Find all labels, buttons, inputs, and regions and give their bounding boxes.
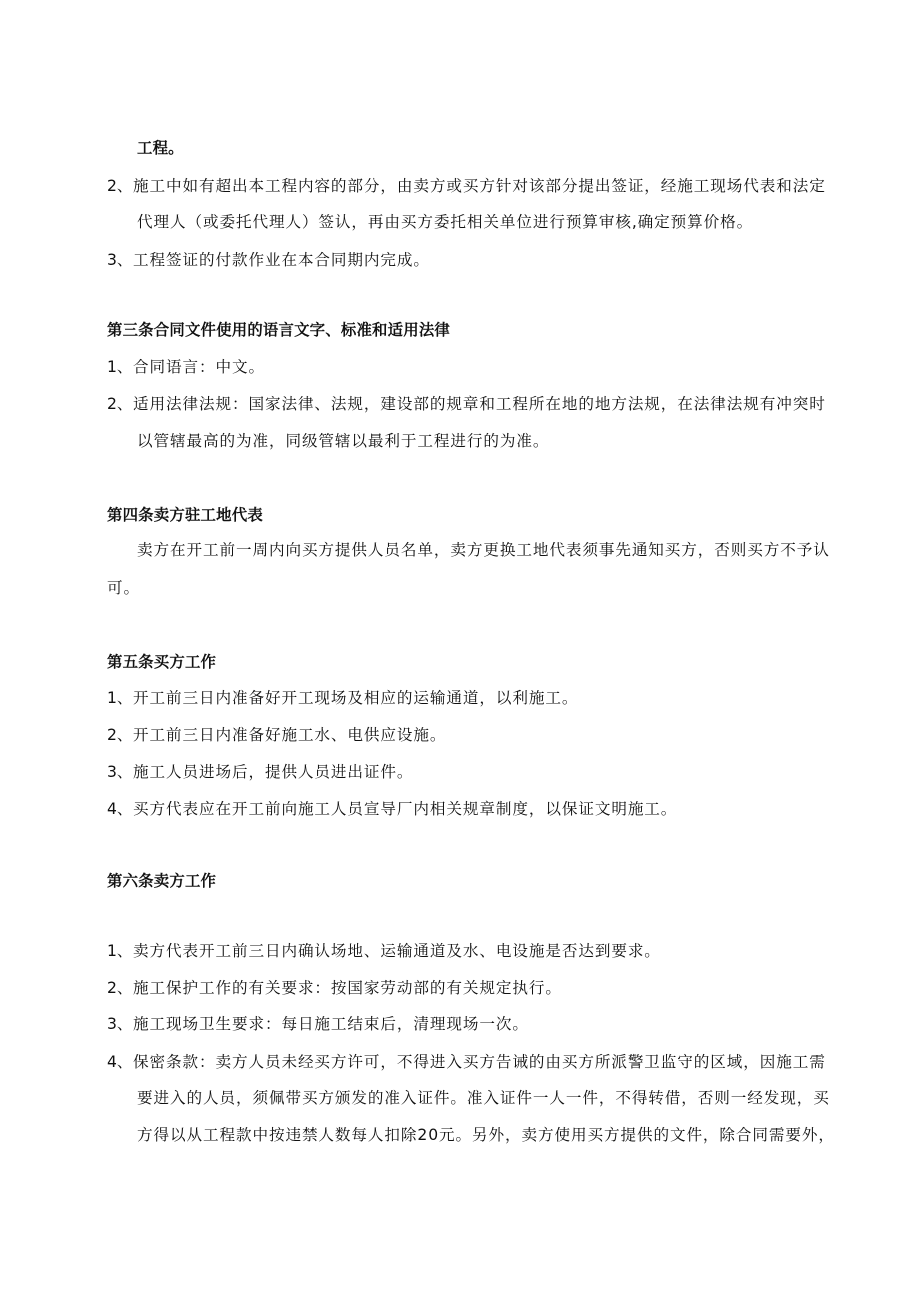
item-number: 1、 — [107, 358, 133, 376]
item-number: 3、 — [107, 251, 133, 269]
item-number: 2、 — [107, 726, 133, 744]
item-number: 4、 — [107, 800, 133, 818]
list-item — [107, 725, 446, 745]
item-number: 4、 — [107, 1053, 133, 1071]
section-heading: 第四条卖方驻工地代表 — [107, 506, 263, 524]
section-heading: 第五条买方工作 — [107, 653, 217, 671]
paragraph-line: 可。 — [107, 579, 140, 597]
list-item — [107, 357, 265, 377]
section-heading: 第三条合同文件使用的语言文字、标准和适用法律 — [107, 321, 450, 339]
item-number: 2、 — [107, 979, 133, 997]
continued-text: 工程。 — [137, 139, 184, 157]
paragraph-line: 卖方在开工前一周内向买方提供人员名单，卖方更换工地代表须事先通知买方，否则买方不予认 — [137, 541, 830, 559]
section-heading: 第六条卖方工作 — [107, 872, 217, 890]
item-text-continued: 方得以从工程款中按违禁人数每人扣除20元。另外，卖方使用买方提供的文件，除合同需要外， — [137, 1126, 835, 1144]
item-text-continued: 以管辖最高的为准，同级管辖以最利于工程进行的为准。 — [137, 432, 550, 450]
item-text: 工程签证的付款作业在本合同期内完成。 — [133, 251, 430, 269]
item-number: 1、 — [107, 942, 133, 960]
list-item — [107, 978, 562, 998]
item-text: 开工前三日内准备好开工现场及相应的运输通道，以利施工。 — [133, 689, 579, 707]
item-text-continued: 要进入的人员，须佩带买方颁发的准入证件。准入证件一人一件，不得转借，否则一经发现，买 — [137, 1089, 830, 1107]
item-text: 买方代表应在开工前向施工人员宣导厂内相关规章制度，以保证文明施工。 — [133, 800, 678, 818]
list-item — [107, 762, 413, 782]
list-item — [107, 1014, 529, 1034]
item-number: 3、 — [107, 1015, 133, 1033]
item-text: 施工现场卫生要求：每日施工结束后，清理现场一次。 — [133, 1015, 529, 1033]
list-item — [107, 1052, 826, 1072]
item-text: 卖方代表开工前三日内确认场地、运输通道及水、电设施是否达到要求。 — [133, 942, 661, 960]
list-item — [107, 394, 826, 414]
item-text: 施工中如有超出本工程内容的部分，由卖方或买方针对该部分提出签证，经施工现场代表和法定 — [133, 177, 826, 195]
item-text: 施工人员进场后，提供人员进出证件。 — [133, 763, 414, 781]
list-item — [107, 176, 826, 196]
list-item — [107, 799, 677, 819]
list-item — [107, 941, 661, 961]
item-number: 1、 — [107, 689, 133, 707]
list-item — [107, 250, 430, 270]
item-number: 2、 — [107, 177, 133, 195]
list-item — [107, 688, 578, 708]
item-number: 3、 — [107, 763, 133, 781]
item-text-continued: 代理人（或委托代理人）签认，再由买方委托相关单位进行预算审核,确定预算价格。 — [137, 213, 754, 231]
item-text: 开工前三日内准备好施工水、电供应设施。 — [133, 726, 447, 744]
item-text: 保密条款：卖方人员未经买方许可，不得进入买方告诫的由买方所派警卫监守的区域，因施工需 — [133, 1053, 826, 1071]
item-text: 合同语言：中文。 — [133, 358, 265, 376]
item-text: 施工保护工作的有关要求：按国家劳动部的有关规定执行。 — [133, 979, 562, 997]
item-number: 2、 — [107, 395, 133, 413]
item-text: 适用法律法规：国家法律、法规，建设部的规章和工程所在地的地方法规，在法律法规有冲突时 — [133, 395, 826, 413]
